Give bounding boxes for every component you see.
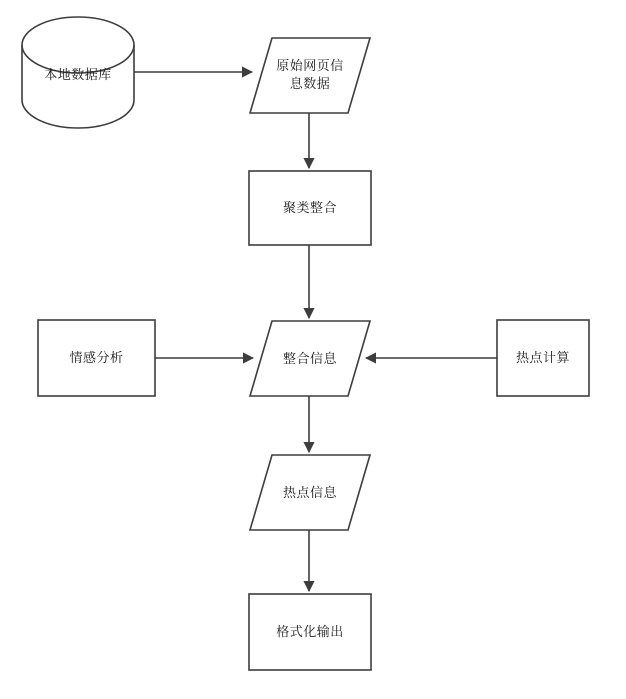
node-raw-web-data[interactable] xyxy=(250,38,370,113)
node-hotspot-info[interactable] xyxy=(250,455,370,530)
node-hotspot-calc[interactable] xyxy=(497,320,589,396)
node-local-db[interactable] xyxy=(22,17,134,128)
node-cluster-merge-label: 聚类整合 xyxy=(282,200,337,215)
node-cluster-merge[interactable] xyxy=(249,171,371,245)
node-sentiment-label: 情感分析 xyxy=(69,350,124,365)
node-sentiment[interactable] xyxy=(38,320,155,396)
node-formatted-output-label: 格式化输出 xyxy=(276,624,344,639)
node-formatted-output[interactable] xyxy=(249,594,371,670)
node-hotspot-calc-label: 热点计算 xyxy=(515,350,570,365)
node-merged-info[interactable] xyxy=(250,321,370,396)
node-hotspot-info-label: 热点信息 xyxy=(282,484,337,500)
node-local-db-label: 本地数据库 xyxy=(44,67,112,82)
node-raw-web-data-label: 原始网页信 息数据 xyxy=(276,58,344,91)
node-merged-info-label: 整合信息 xyxy=(282,350,337,366)
